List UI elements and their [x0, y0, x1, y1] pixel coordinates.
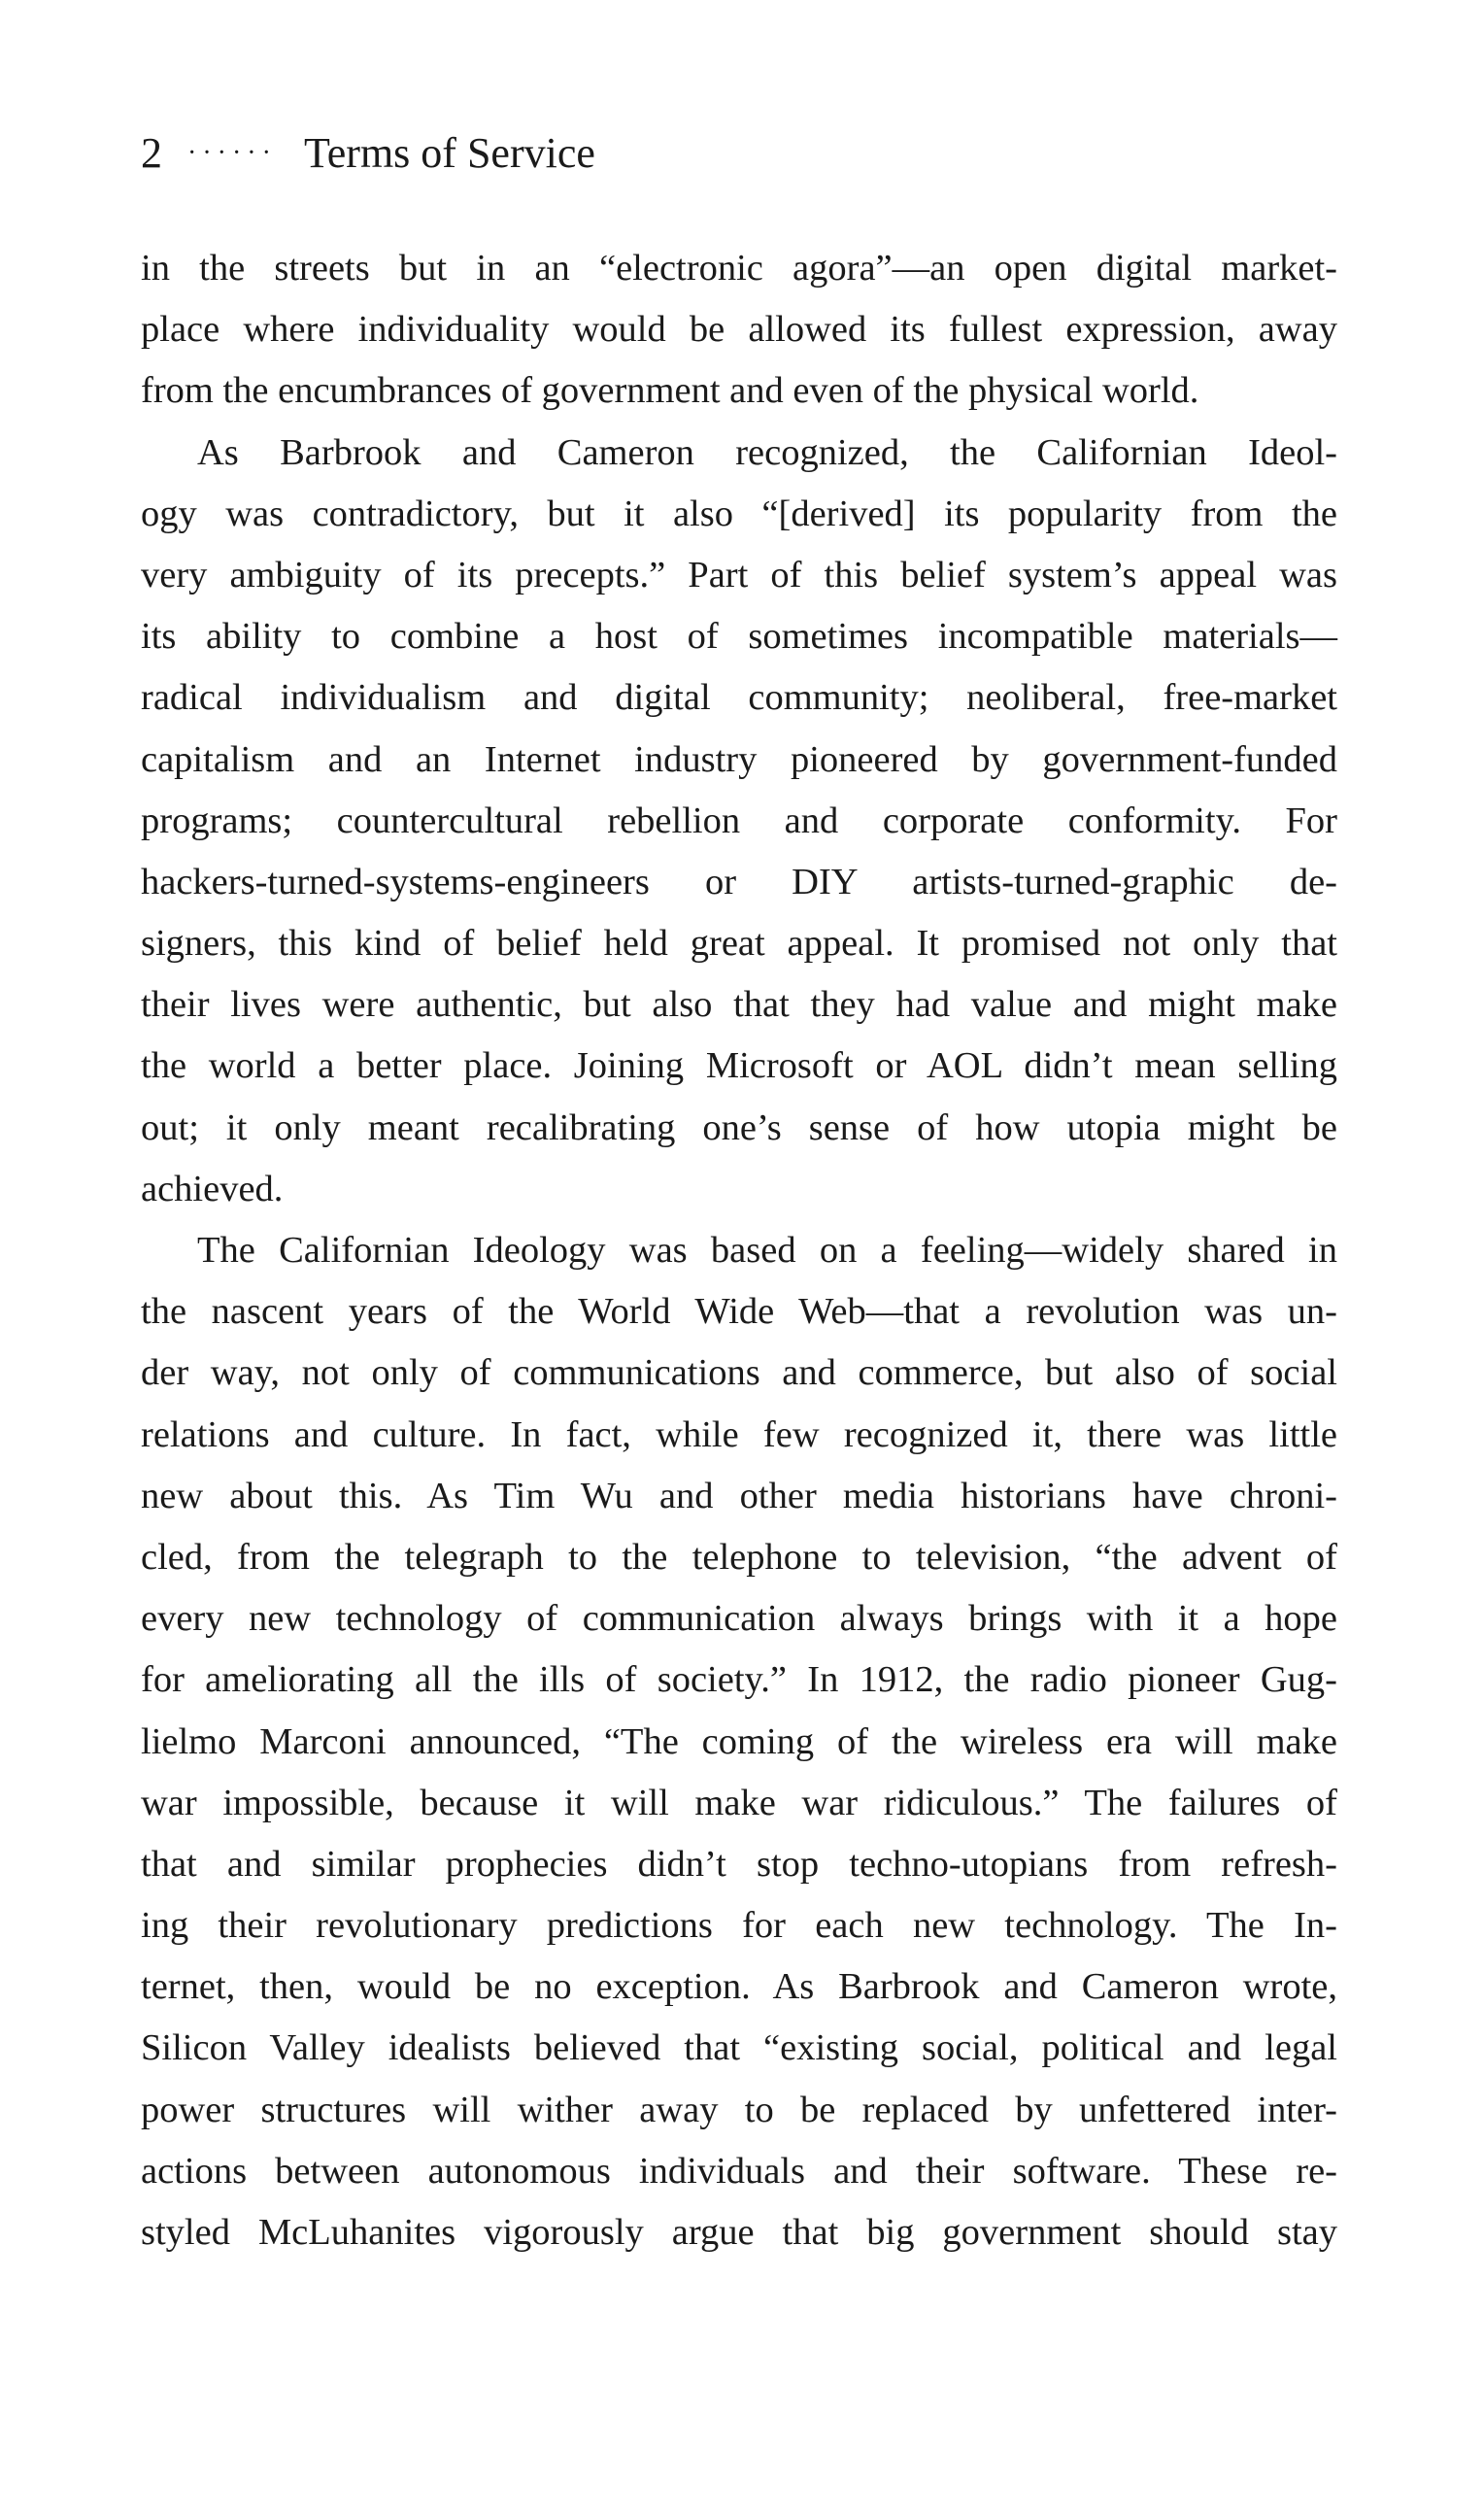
text-line: out; it only meant recalibrating one’s sense of how utopia might be	[141, 1106, 1337, 1148]
text-line: radical individualism and digital community; neoliberal, free-market	[141, 677, 1337, 719]
text-line: As Barbrook and Cameron recognized, the Californian Ideol-	[197, 431, 1337, 473]
running-title: Terms of Service	[303, 129, 595, 177]
text-line: new about this. As Tim Wu and other media historians have chroni-	[141, 1475, 1337, 1516]
text-line: ogy was contradictory, but it also “[derived] its popularity from the	[141, 493, 1337, 534]
text-line: from the encumbrances of government and even of the physical world.	[141, 370, 1199, 412]
text-line: achieved.	[141, 1168, 284, 1209]
header-dot-leader: ······	[187, 138, 277, 168]
text-line: the nascent years of the World Wide Web—that a revolution was un-	[141, 1291, 1337, 1333]
text-line: capitalism and an Internet industry pioneered by government-funded	[141, 738, 1337, 780]
text-line: ternet, then, would be no exception. As Barbrook and Cameron wrote,	[141, 1966, 1337, 2008]
text-line: lielmo Marconi announced, “The coming of the wireless era will make	[141, 1720, 1337, 1762]
text-line: the world a better place. Joining Microsoft or AOL didn’t mean selling	[141, 1045, 1337, 1087]
text-line: very ambiguity of its precepts.” Part of this belief system’s appeal was	[141, 554, 1337, 595]
text-line: power structures will wither away to be replaced by unfettered inter-	[141, 2089, 1337, 2130]
body-text	[141, 238, 1337, 2263]
text-line: signers, this kind of belief held great appeal. It promised not only that	[141, 923, 1337, 965]
text-line: in the streets but in an “electronic agora”—an open digital market-	[141, 248, 1337, 289]
text-line: actions between autonomous individuals and their software. These re-	[141, 2150, 1337, 2192]
text-line: war impossible, because it will make war ridiculous.” The failures of	[141, 1782, 1337, 1823]
text-line: that and similar prophecies didn’t stop techno-utopians from refresh-	[141, 1843, 1337, 1885]
text-line: its ability to combine a host of sometimes incompatible materials—	[141, 616, 1337, 658]
text-line: programs; countercultural rebellion and corporate conformity. For	[141, 799, 1337, 841]
text-line: relations and culture. In fact, while few recognized it, there was little	[141, 1413, 1337, 1455]
text-line: der way, not only of communications and commerce, but also of social	[141, 1352, 1337, 1394]
text-line: cled, from the telegraph to the telephone to television, “the advent of	[141, 1536, 1337, 1578]
text-line: Silicon Valley idealists believed that “existing social, political and legal	[141, 2027, 1337, 2069]
text-line: The Californian Ideology was based on a feeling—widely shared in	[197, 1230, 1337, 1271]
text-line: place where individuality would be allowed its fullest expression, away	[141, 309, 1337, 351]
text-line: hackers-turned-systems-engineers or DIY artists-turned-graphic de-	[141, 861, 1337, 902]
text-line: for ameliorating all the ills of society.” In 1912, the radio pioneer Gug-	[141, 1659, 1337, 1701]
text-line: their lives were authentic, but also that they had value and might make	[141, 984, 1337, 1026]
text-line: styled McLuhanites vigorously argue that big government should stay	[141, 2212, 1337, 2253]
text-line: every new technology of communication always brings with it a hope	[141, 1598, 1337, 1640]
page-number: 2	[141, 129, 162, 177]
text-line: ing their revolutionary predictions for each new technology. The In-	[141, 1905, 1337, 1947]
running-header	[141, 124, 595, 183]
